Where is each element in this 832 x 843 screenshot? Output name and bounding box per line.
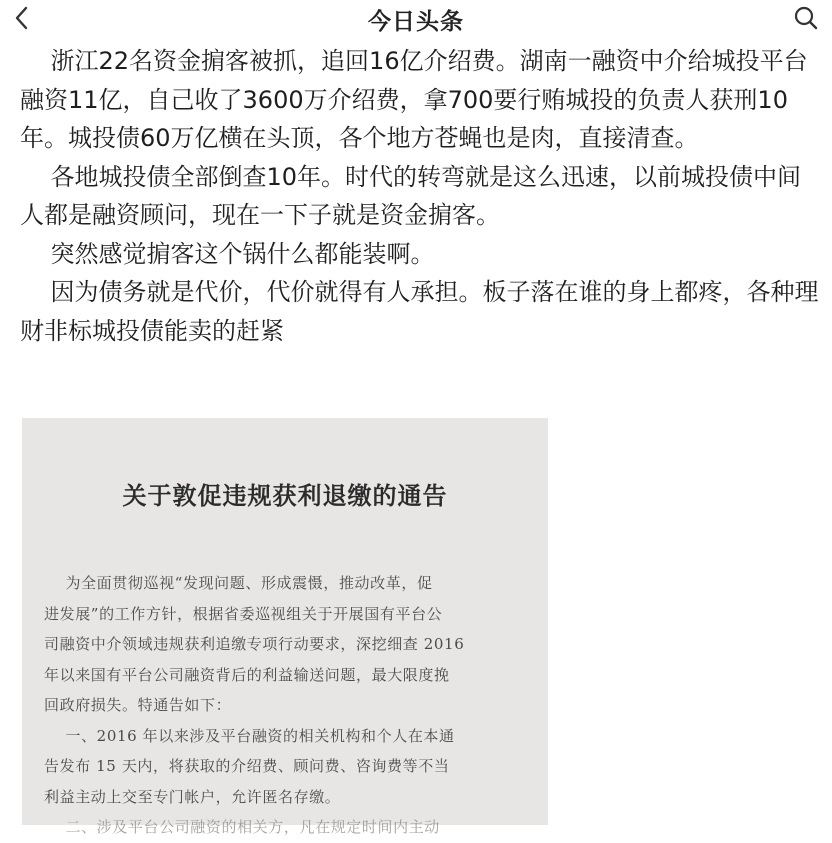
document-title: 关于敦促违规获利退缴的通告 (122, 481, 448, 510)
document-line: 二、涉及平台公司融资的相关方，凡在规定时间内主动 (44, 818, 440, 836)
document-text (44, 568, 540, 843)
notice-document-image[interactable] (22, 418, 548, 836)
article-paragraph: 各地城投债全部倒查10年。时代的转弯就是这么迅速，以前城投债中间人都是融资顾问，现在一下子就是资金掮客。 (20, 162, 802, 229)
app-title: 今日头条 (368, 9, 464, 35)
document-line: 回政府损失。特通告如下： (44, 696, 232, 714)
search-icon (793, 5, 819, 31)
top-navigation-bar (0, 0, 832, 36)
document-line: 进发展”的工作方针，根据省委巡视组关于开展国有平台公 (44, 604, 443, 623)
document-line: 利益主动上交至专门帐户，允许匿名存缴。 (44, 787, 341, 806)
article-paragraph: 浙江22名资金掮客被抓，追回16亿介绍费。湖南一融资中介给城投平台融资11亿，自己收了3600万介绍费，拿700要行贿城投的负责人获刑10年。城投债60万亿横在头顶，各个地方苍蝇也是肉，直接清查。 (20, 47, 808, 152)
article-paragraph: 因为债务就是代价，代价就得有人承担。板子落在谁的身上都疼，各种理财非标城投债能卖的赶紧 (20, 278, 819, 345)
search-button[interactable] (790, 2, 822, 34)
article-body (20, 42, 820, 350)
document-line: 一、2016 年以来涉及平台融资的相关机构和个人在本通 (44, 726, 455, 745)
document-line: 年以来国有平台公司融资背后的利益输送问题，最大限度挽 (44, 665, 450, 684)
document-line: 为全面贯彻巡视“发现问题、形成震慑，推动改革，促 (44, 574, 433, 592)
document-line: 司融资中介领域违规获利追缴专项行动要求，深挖细查 2016 (44, 635, 465, 653)
article-paragraph: 突然感觉掮客这个锅什么都能装啊。 (20, 239, 435, 268)
document-line: 告发布 15 天内，将获取的介绍费、顾问费、咨询费等不当 (44, 757, 450, 775)
